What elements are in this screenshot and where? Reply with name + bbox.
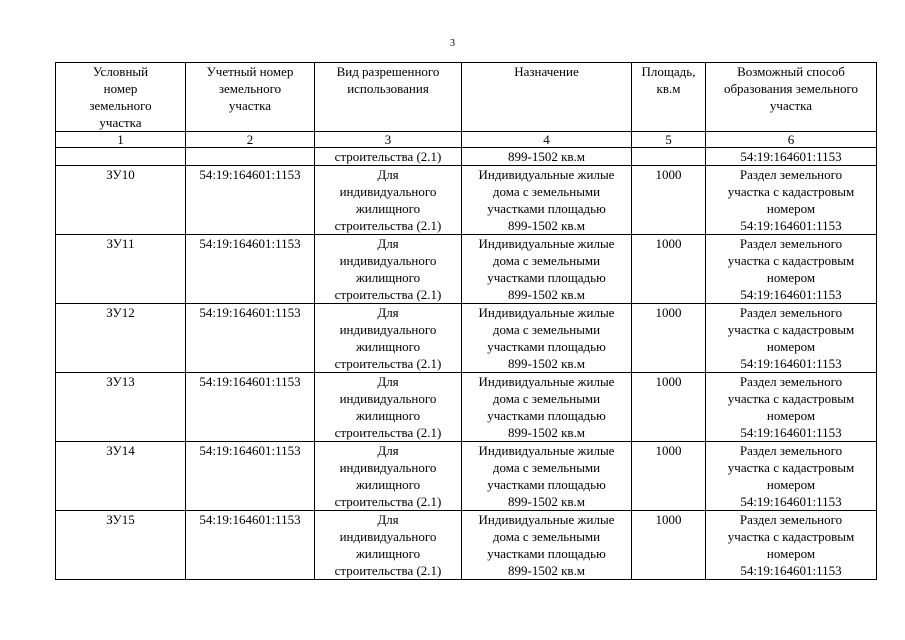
cell-text-line: Раздел земельного	[739, 167, 843, 182]
cell-text-line: жилищного	[355, 477, 421, 492]
plot-id-cell: ЗУ11	[56, 235, 186, 304]
column-number-row	[56, 132, 877, 148]
cell-text-line: Индивидуальные жилые	[478, 167, 615, 182]
cell-text-line: Для	[377, 512, 399, 527]
header-row	[56, 63, 877, 132]
cell-text-line: участками площадью	[487, 408, 606, 423]
cell-text-line: Возможный способ	[737, 64, 845, 79]
cell-text-line: участка	[99, 115, 142, 130]
cell-text-line: номер	[103, 81, 138, 96]
cell-text-line: индивидуального	[339, 253, 437, 268]
table-body	[56, 148, 877, 580]
column-number: 4	[462, 132, 632, 148]
cell-text-line: строительства (2.1)	[334, 287, 442, 302]
cell-text-line: индивидуального	[339, 529, 437, 544]
area-cell: 1000	[632, 235, 706, 304]
cadastral-number-cell: 54:19:164601:1153	[186, 166, 315, 235]
cell-text-line: участка с кадастровым	[727, 184, 855, 199]
cell-text-line: Индивидуальные жилые	[478, 236, 615, 251]
column-number: 3	[315, 132, 462, 148]
permitted-use-cell	[315, 235, 462, 304]
cell-text-line: 54:19:164601:1153	[740, 356, 842, 371]
permitted-use-cell	[315, 304, 462, 373]
cell-text-line: индивидуального	[339, 322, 437, 337]
cell-text-line: Раздел земельного	[739, 305, 843, 320]
cell-text-line: индивидуального	[339, 391, 437, 406]
table-row	[56, 166, 877, 235]
cell-text-line: Условный	[92, 64, 149, 79]
plot-id-cell: ЗУ10	[56, 166, 186, 235]
header-cell	[462, 63, 632, 132]
purpose-cell	[462, 511, 632, 580]
purpose-cell	[462, 235, 632, 304]
cell-text-line: жилищного	[355, 339, 421, 354]
land-plots-table	[55, 62, 877, 580]
header-cell	[186, 63, 315, 132]
cell-text-line: использования	[347, 81, 429, 96]
cell-text-line: Индивидуальные жилые	[478, 512, 615, 527]
cell-text-line: номером	[766, 408, 816, 423]
cell-text-line: строительства (2.1)	[334, 218, 442, 233]
cell-text-line: 54:19:164601:1153	[740, 287, 842, 302]
cell-text-line: 899-1502 кв.м	[507, 218, 585, 233]
permitted-use-cell	[315, 373, 462, 442]
cell-text-line: участками площадью	[487, 546, 606, 561]
cell-text-line: строительства (2.1)	[334, 494, 442, 509]
cell-text-line: 54:19:164601:1153	[740, 218, 842, 233]
table-cell	[56, 148, 186, 166]
cell-text-line: Для	[377, 305, 399, 320]
area-cell: 1000	[632, 373, 706, 442]
cell-text-line: индивидуального	[339, 184, 437, 199]
cell-text-line: номером	[766, 339, 816, 354]
plot-id-cell: ЗУ14	[56, 442, 186, 511]
cell-text-line: строительства (2.1)	[334, 563, 442, 578]
table-row	[56, 511, 877, 580]
column-number: 6	[706, 132, 877, 148]
cell-text-line: 54:19:164601:1153	[740, 425, 842, 440]
table-cell	[315, 148, 462, 166]
cell-text-line: участка с кадастровым	[727, 322, 855, 337]
cell-text-line: кв.м	[656, 81, 681, 96]
cell-text-line: дома с земельными	[492, 253, 601, 268]
cell-text-line: 899-1502 кв.м	[507, 425, 585, 440]
permitted-use-cell	[315, 511, 462, 580]
purpose-cell	[462, 373, 632, 442]
cell-text-line: Раздел земельного	[739, 443, 843, 458]
cell-text-line: дома с земельными	[492, 529, 601, 544]
cell-text-line: Назначение	[514, 64, 579, 79]
cadastral-number-cell: 54:19:164601:1153	[186, 304, 315, 373]
area-cell: 1000	[632, 442, 706, 511]
cell-text-line: Для	[377, 236, 399, 251]
cell-text-line: номером	[766, 546, 816, 561]
cell-text-line: жилищного	[355, 201, 421, 216]
cell-text-line: номером	[766, 477, 816, 492]
cell-text-line: индивидуального	[339, 460, 437, 475]
cell-text-line: участками площадью	[487, 339, 606, 354]
cell-text-line: участка с кадастровым	[727, 460, 855, 475]
cell-text-line: участка с кадастровым	[727, 529, 855, 544]
table-row	[56, 442, 877, 511]
cell-text-line: жилищного	[355, 270, 421, 285]
cell-text-line: Для	[377, 374, 399, 389]
cell-text-line: участка	[228, 98, 272, 113]
header-cell	[706, 63, 877, 132]
cadastral-number-cell: 54:19:164601:1153	[186, 511, 315, 580]
cell-text-line: 54:19:164601:1153	[740, 563, 842, 578]
cell-text-line: земельного	[89, 98, 152, 113]
cell-text-line: 899-1502 кв.м	[507, 149, 585, 164]
plot-id-cell: ЗУ15	[56, 511, 186, 580]
page-number: 3	[450, 38, 455, 49]
cell-text-line: дома с земельными	[492, 184, 601, 199]
table-header	[56, 63, 877, 148]
formation-method-cell	[706, 442, 877, 511]
cell-text-line: номером	[766, 201, 816, 216]
permitted-use-cell	[315, 442, 462, 511]
formation-method-cell	[706, 373, 877, 442]
cell-text-line: 899-1502 кв.м	[507, 494, 585, 509]
cell-text-line: земельного	[218, 81, 282, 96]
cell-text-line: 54:19:164601:1153	[740, 494, 842, 509]
cell-text-line: 899-1502 кв.м	[507, 356, 585, 371]
table-cell	[186, 148, 315, 166]
cell-text-line: участками площадью	[487, 270, 606, 285]
cell-text-line: дома с земельными	[492, 322, 601, 337]
column-number: 5	[632, 132, 706, 148]
cell-text-line: 54:19:164601:1153	[740, 149, 842, 164]
formation-method-cell	[706, 511, 877, 580]
cell-text-line: номером	[766, 270, 816, 285]
cell-text-line: строительства (2.1)	[334, 149, 442, 164]
plot-id-cell: ЗУ13	[56, 373, 186, 442]
table-row	[56, 235, 877, 304]
cell-text-line: 899-1502 кв.м	[507, 563, 585, 578]
cell-text-line: Для	[377, 443, 399, 458]
cadastral-number-cell: 54:19:164601:1153	[186, 235, 315, 304]
header-cell	[315, 63, 462, 132]
cell-text-line: Индивидуальные жилые	[478, 374, 615, 389]
purpose-cell	[462, 166, 632, 235]
table-row	[56, 373, 877, 442]
purpose-cell	[462, 304, 632, 373]
column-number: 1	[56, 132, 186, 148]
cell-text-line: дома с земельными	[492, 460, 601, 475]
cadastral-number-cell: 54:19:164601:1153	[186, 442, 315, 511]
cell-text-line: Раздел земельного	[739, 374, 843, 389]
permitted-use-cell	[315, 166, 462, 235]
cell-text-line: Раздел земельного	[739, 512, 843, 527]
cell-text-line: жилищного	[355, 546, 421, 561]
cell-text-line: 899-1502 кв.м	[507, 287, 585, 302]
cell-text-line: дома с земельными	[492, 391, 601, 406]
cell-text-line: строительства (2.1)	[334, 425, 442, 440]
area-cell: 1000	[632, 166, 706, 235]
formation-method-cell	[706, 235, 877, 304]
cell-text-line: участками площадью	[487, 201, 606, 216]
cell-text-line: Для	[377, 167, 399, 182]
cell-text-line: участками площадью	[487, 477, 606, 492]
table-cell	[706, 148, 877, 166]
cell-text-line: Учетный номер	[206, 64, 294, 79]
table-cell	[632, 148, 706, 166]
plot-id-cell: ЗУ12	[56, 304, 186, 373]
cell-text-line: жилищного	[355, 408, 421, 423]
cell-text-line: участка	[769, 98, 813, 113]
table-cell	[462, 148, 632, 166]
cell-text-line: участка с кадастровым	[727, 391, 855, 406]
formation-method-cell	[706, 304, 877, 373]
cell-text-line: образования земельного	[723, 81, 859, 96]
cell-text-line: Индивидуальные жилые	[478, 443, 615, 458]
area-cell: 1000	[632, 511, 706, 580]
area-cell: 1000	[632, 304, 706, 373]
cadastral-number-cell: 54:19:164601:1153	[186, 373, 315, 442]
cell-text-line: участка с кадастровым	[727, 253, 855, 268]
purpose-cell	[462, 442, 632, 511]
formation-method-cell	[706, 166, 877, 235]
cell-text-line: Раздел земельного	[739, 236, 843, 251]
continuation-row	[56, 148, 877, 166]
cell-text-line: строительства (2.1)	[334, 356, 442, 371]
cell-text-line: Площадь,	[641, 64, 696, 79]
cell-text-line: Индивидуальные жилые	[478, 305, 615, 320]
column-number: 2	[186, 132, 315, 148]
header-cell	[56, 63, 186, 132]
header-cell	[632, 63, 706, 132]
cell-text-line: Вид разрешенного	[336, 64, 440, 79]
table-row	[56, 304, 877, 373]
